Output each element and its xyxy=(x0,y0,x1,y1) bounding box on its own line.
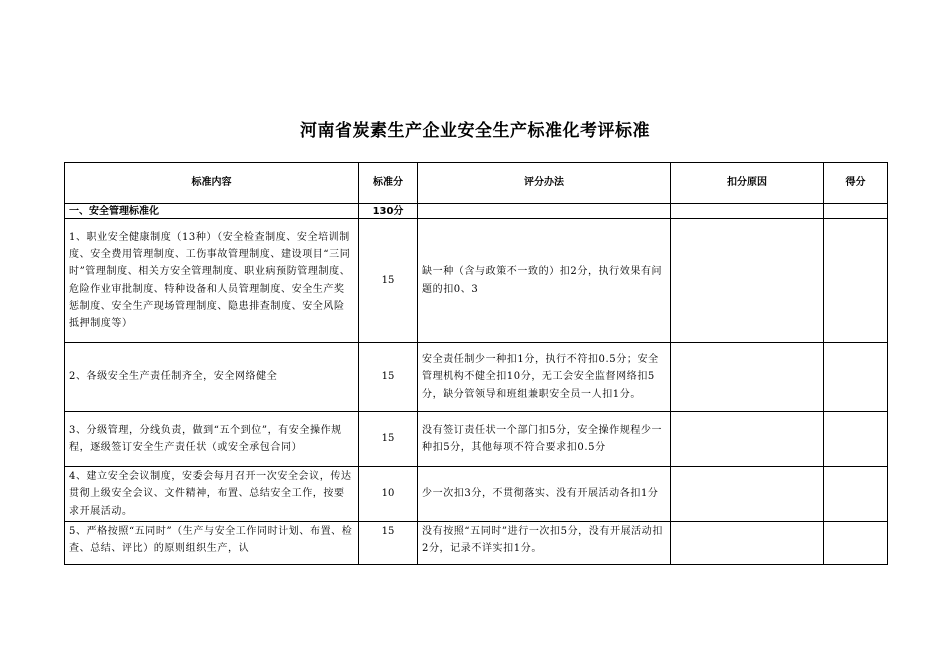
section-method-cell xyxy=(418,204,671,219)
row-method: 缺一种（含与政策不一致的）扣2分，执行效果有问题的扣0、3 xyxy=(418,219,671,343)
row-content: 2、各级安全生产责任制齐全，安全网络健全 xyxy=(65,343,359,412)
row-content: 1、职业安全健康制度（13种）（安全检查制度、安全培训制度、安全费用管理制度、工伤事故管理制度、建设项目“三同时”管理制度、相关方安全管理制度、职业病预防管理制度、危险作业审批制度、特种设备和人员管理制度、安全生产奖惩制度、安全生产现场管理制度、隐患排查制度、安全风险抵押制度等） xyxy=(65,219,359,343)
header-content: 标准内容 xyxy=(65,163,359,204)
section-row xyxy=(65,204,888,219)
row-method: 没有按照“五同时”进行一次扣5分，没有开展活动扣2分，记录不详实扣1分。 xyxy=(418,522,671,565)
row-content: 3、分级管理，分线负责，做到“五个到位”，有安全操作规程，逐级签订安全生产责任状（或安全承包合同） xyxy=(65,412,359,467)
table-row xyxy=(65,522,888,565)
row-score: 15 xyxy=(359,412,418,467)
row-score: 15 xyxy=(359,343,418,412)
row-score: 10 xyxy=(359,467,418,522)
header-score: 标准分 xyxy=(359,163,418,204)
section-score: 130分 xyxy=(359,204,418,219)
header-row xyxy=(65,163,888,204)
section-title: 一、安全管理标准化 xyxy=(65,204,359,219)
header-method: 评分办法 xyxy=(418,163,671,204)
row-points-cell xyxy=(824,219,888,343)
row-method: 没有签订责任状一个部门扣5分，安全操作规程少一种扣5分，其他每项不符合要求扣0.5分 xyxy=(418,412,671,467)
row-method: 少一次扣3分，不贯彻落实、没有开展活动各扣1分 xyxy=(418,467,671,522)
row-content: 5、严格按照“五同时”（生产与安全工作同时计划、布置、检查、总结、评比）的原则组织生产，认 xyxy=(65,522,359,565)
row-reason-cell xyxy=(671,219,824,343)
section-reason-cell xyxy=(671,204,824,219)
row-reason-cell xyxy=(671,343,824,412)
table-row xyxy=(65,467,888,522)
row-points-cell xyxy=(824,467,888,522)
row-method: 安全责任制少一种扣1分，执行不符扣0.5分；安全管理机构不健全扣10分，无工会安全监督网络扣5分，缺分管领导和班组兼职安全员一人扣1分。 xyxy=(418,343,671,412)
row-points-cell xyxy=(824,522,888,565)
header-points: 得分 xyxy=(824,163,888,204)
row-points-cell xyxy=(824,343,888,412)
row-reason-cell xyxy=(671,467,824,522)
row-points-cell xyxy=(824,412,888,467)
header-reason: 扣分原因 xyxy=(671,163,824,204)
section-points-cell xyxy=(824,204,888,219)
table-row xyxy=(65,219,888,343)
table-row xyxy=(65,343,888,412)
table-row xyxy=(65,412,888,467)
row-reason-cell xyxy=(671,412,824,467)
standards-table xyxy=(64,162,888,565)
row-score: 15 xyxy=(359,522,418,565)
row-content: 4、建立安全会议制度，安委会每月召开一次安全会议，传达贯彻上级安全会议、文件精神，布置、总结安全工作，按要求开展活动。 xyxy=(65,467,359,522)
page-title: 河南省炭素生产企业安全生产标准化考评标准 xyxy=(300,121,650,141)
row-score: 15 xyxy=(359,219,418,343)
row-reason-cell xyxy=(671,522,824,565)
